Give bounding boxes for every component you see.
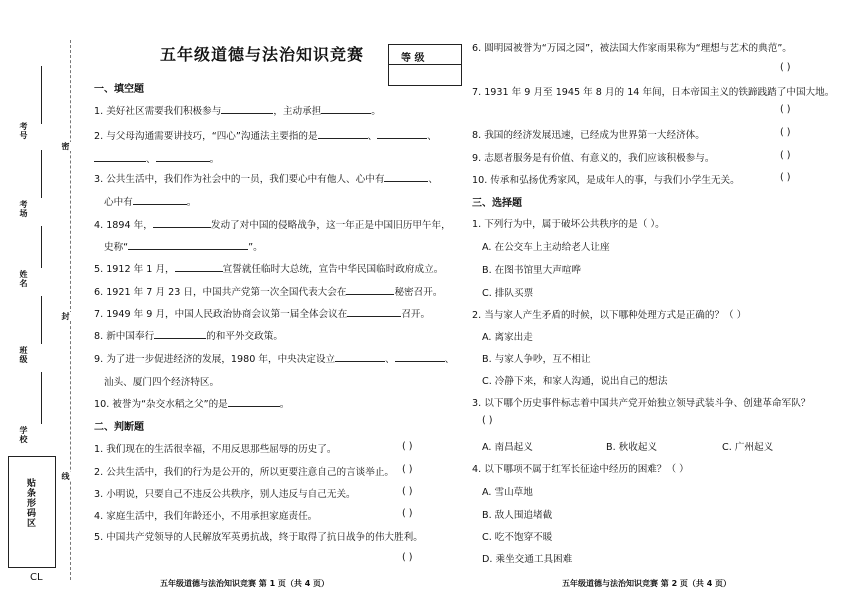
- fill-question-5: 5. 1912 年 1 月， 宣誓就任临时大总统，宣告中华民国临时政府成立。: [94, 264, 444, 275]
- answer-blank[interactable]: [133, 195, 187, 205]
- answer-blank[interactable]: [153, 218, 211, 228]
- answer-blank[interactable]: [335, 352, 385, 362]
- choice-question-4: 4. 以下哪项不属于红军长征途中经历的困难？（ ）: [472, 464, 689, 475]
- binding-label-exam-room: 考场: [19, 200, 28, 218]
- answer-blank[interactable]: [321, 104, 371, 114]
- choice-option[interactable]: A. 在公交车上主动给老人让座: [482, 242, 610, 253]
- section-true-false: 二、判断题: [94, 422, 144, 433]
- judge-question-9: 9. 志愿者服务是有价值、有意义的，我们应该积极参与。: [472, 153, 715, 164]
- fill-question-4: 4. 1894 年， 发动了对中国的侵略战争，这一年正是中国旧历甲午年，: [94, 220, 451, 231]
- answer-blank[interactable]: [377, 129, 427, 139]
- judge-question-3: 3. 小明说，只要自己不违反公共秩序，别人违反与自己无关。: [94, 489, 356, 500]
- section-fill-blank: 一、填空题: [94, 84, 144, 95]
- seal-mark-mi: 密: [61, 142, 70, 151]
- page-footer-left: 五年级道德与法治知识竞赛 第 1 页（共 4 页）: [160, 579, 330, 588]
- choice-option[interactable]: B. 敌人围追堵截: [482, 510, 553, 521]
- barcode-label: 贴条形码区: [25, 478, 35, 528]
- answer-paren[interactable]: ( ): [402, 486, 413, 497]
- fill-question-6: 6. 1921 年 7 月 23 日，中国共产党第一次全国代表大会在 秘密召开。: [94, 287, 443, 298]
- answer-paren[interactable]: ( ): [402, 441, 413, 452]
- choice-option[interactable]: B. 与家人争吵，互不相让: [482, 354, 591, 365]
- answer-paren[interactable]: ( ): [402, 552, 413, 563]
- section-multiple-choice: 三、选择题: [472, 198, 522, 209]
- choice-option[interactable]: D. 乘坐交通工具困难: [482, 554, 573, 565]
- judge-question-6: 6. 圆明园被誉为“万园之园”，被法国大作家雨果称为“理想与艺术的典范”。: [472, 43, 792, 54]
- answer-paren[interactable]: ( ): [780, 150, 791, 161]
- fill-question-3-cont: 心中有 。: [104, 197, 197, 208]
- fill-question-9-cont: 汕头、厦门四个经济特区。: [104, 377, 220, 388]
- fill-question-3: 3. 公共生活中，我们作为社会中的一员，我们要心中有他人、心中有 、: [94, 174, 439, 185]
- answer-blank[interactable]: [318, 129, 368, 139]
- fill-question-8: 8. 新中国奉行 的和平外交政策。: [94, 331, 283, 342]
- answer-blank[interactable]: [154, 329, 206, 339]
- judge-question-7: 7. 1931 年 9 月至 1945 年 8 月的 14 年间，日本帝国主义的铁蹄践踏了中国大地。: [472, 87, 835, 98]
- page-footer-right: 五年级道德与法治知识竞赛 第 2 页（共 4 页）: [562, 579, 732, 588]
- seal-mark-xian: 线: [61, 472, 70, 481]
- fill-question-4-cont: 史称“ ”。: [104, 242, 263, 253]
- answer-paren[interactable]: ( ): [780, 104, 791, 115]
- binding-label-school: 学校: [19, 426, 28, 444]
- choice-option[interactable]: C. 冷静下来，和家人沟通，说出自己的想法: [482, 376, 668, 387]
- judge-question-1: 1. 我们现在的生活很幸福，不用反思那些屈辱的历史了。: [94, 444, 337, 455]
- choice-question-3: 3. 以下哪个历史事件标志着中国共产党开始独立领导武装斗争、创建革命军队？: [472, 398, 811, 409]
- judge-question-5: 5. 中国共产党领导的人民解放军英勇抗战，终于取得了抗日战争的伟大胜利。: [94, 532, 423, 543]
- fill-question-2: 2. 与父母沟通需要讲技巧，“四心”沟通法主要指的是 、 、: [94, 131, 437, 142]
- seal-mark-feng: 封: [61, 312, 70, 321]
- choice-question-2: 2. 当与家人产生矛盾的时候，以下哪种处理方式是正确的？（ ）: [472, 310, 747, 321]
- corner-code: CL: [30, 572, 43, 583]
- judge-question-8: 8. 我国的经济发展迅速，已经成为世界第一大经济体。: [472, 130, 705, 141]
- answer-blank[interactable]: [156, 152, 210, 162]
- choice-option[interactable]: B. 秋收起义: [606, 442, 658, 453]
- answer-blank[interactable]: [128, 240, 248, 250]
- page-title: 五年级道德与法治知识竞赛: [160, 45, 365, 64]
- fill-question-9: 9. 为了进一步促进经济的发展，1980 年，中央决定设立 、 、: [94, 354, 455, 365]
- answer-paren[interactable]: ( ): [482, 415, 493, 426]
- answer-paren[interactable]: ( ): [402, 508, 413, 519]
- grade-label: 等 级: [401, 53, 425, 64]
- judge-question-10: 10. 传承和弘扬优秀家风，是成年人的事，与我们小学生无关。: [472, 175, 740, 186]
- answer-blank[interactable]: [346, 285, 394, 295]
- fill-question-1: 1. 美好社区需要我们积极参与 ，主动承担 。: [94, 106, 381, 117]
- choice-option[interactable]: A. 雪山草地: [482, 487, 533, 498]
- binding-label-class: 班级: [19, 346, 28, 364]
- answer-blank[interactable]: [384, 172, 428, 182]
- binding-label-exam-number: 考号: [19, 122, 28, 140]
- choice-option[interactable]: A. 离家出走: [482, 332, 533, 343]
- answer-paren[interactable]: ( ): [780, 172, 791, 183]
- judge-question-4: 4. 家庭生活中，我们年龄还小，不用承担家庭责任。: [94, 511, 318, 522]
- binding-label-name: 姓名: [19, 270, 28, 288]
- answer-blank[interactable]: [395, 352, 445, 362]
- choice-option[interactable]: C. 吃不饱穿不暖: [482, 532, 553, 543]
- choice-option[interactable]: B. 在图书馆里大声喧哗: [482, 265, 582, 276]
- answer-paren[interactable]: ( ): [780, 127, 791, 138]
- grade-box: [388, 44, 462, 86]
- answer-blank[interactable]: [221, 104, 273, 114]
- choice-option[interactable]: C. 广州起义: [722, 442, 774, 453]
- answer-blank[interactable]: [175, 262, 223, 272]
- answer-blank[interactable]: [347, 307, 401, 317]
- answer-paren[interactable]: ( ): [402, 464, 413, 475]
- fill-question-2-cont: 、 。: [94, 151, 219, 165]
- fill-question-7: 7. 1949 年 9 月，中国人民政治协商会议第一届全体会议在 召开。: [94, 309, 431, 320]
- choice-option[interactable]: C. 排队买票: [482, 288, 534, 299]
- answer-paren[interactable]: ( ): [780, 62, 791, 73]
- answer-blank[interactable]: [94, 152, 146, 162]
- answer-blank[interactable]: [228, 397, 280, 407]
- choice-question-1: 1. 下列行为中，属于破坏公共秩序的是（ ）。: [472, 219, 665, 230]
- fill-question-10: 10. 被誉为“杂交水稻之父”的是 。: [94, 399, 290, 410]
- judge-question-2: 2. 公共生活中，我们的行为是公开的，所以更要注意自己的言谈举止。: [94, 467, 395, 478]
- choice-option[interactable]: A. 南昌起义: [482, 442, 533, 453]
